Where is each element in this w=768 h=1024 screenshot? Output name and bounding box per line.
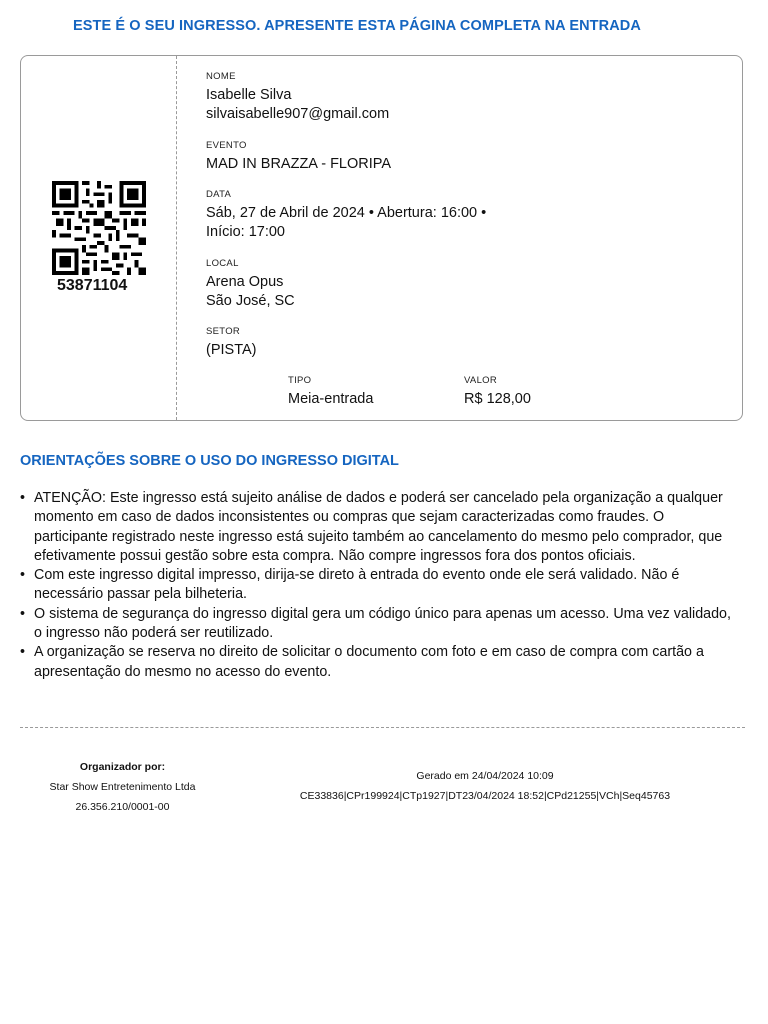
ticket-card bbox=[20, 55, 743, 421]
venue-label: LOCAL bbox=[206, 258, 239, 269]
ticket-type: Meia-entrada bbox=[288, 391, 374, 407]
organizer-name: Star Show Entretenimento Ltda bbox=[49, 781, 196, 793]
price-label: VALOR bbox=[464, 375, 498, 386]
event-name: MAD IN BRAZZA - FLORIPA bbox=[206, 156, 392, 172]
name-label: NOME bbox=[206, 71, 236, 82]
sector-value: (PISTA) bbox=[206, 342, 257, 358]
attendee-name: Isabelle Silva bbox=[206, 87, 292, 103]
sector-label: SETOR bbox=[206, 326, 241, 337]
list-item bbox=[20, 489, 735, 566]
attendee-email: silvaisabelle907@gmail.com bbox=[206, 106, 390, 122]
qr-code-icon bbox=[49, 181, 149, 275]
guideline-text: Com este ingresso digital impresso, dirija-se direto à entrada do evento onde ele será validado. Não é necessário passar pela bilheteria. bbox=[34, 567, 680, 603]
ticket-price: R$ 128,00 bbox=[464, 391, 531, 407]
guideline-text: O sistema de segurança do ingresso digital gera um código único para apenas um acesso. Uma vez validado, o ingresso não poderá ser reutilizado. bbox=[34, 605, 731, 642]
event-date: Sáb, 27 de Abril de 2024 • Abertura: 16:00 • bbox=[206, 205, 487, 221]
ticket-divider bbox=[176, 56, 177, 420]
guideline-text: A organização se reserva no direito de solicitar o documento com foto e em caso de compra com cartão a apresentação do mesmo no acesso do evento. bbox=[34, 644, 704, 680]
venue-name: Arena Opus bbox=[206, 274, 284, 290]
bullet-icon: • bbox=[20, 644, 26, 661]
generation-info bbox=[280, 766, 690, 806]
page-title: ESTE É O SEU INGRESSO. APRESENTE ESTA PÁGINA COMPLETA NA ENTRADA bbox=[73, 18, 641, 34]
venue-city: São José, SC bbox=[206, 293, 295, 309]
bullet-icon: • bbox=[20, 490, 26, 506]
date-label: DATA bbox=[206, 189, 232, 200]
generated-timestamp: Gerado em 24/04/2024 10:09 bbox=[416, 770, 554, 782]
guidelines-title: ORIENTAÇÕES SOBRE O USO DO INGRESSO DIGITAL bbox=[20, 453, 399, 469]
list-item bbox=[20, 566, 735, 605]
bullet-icon: • bbox=[20, 605, 26, 622]
guidelines-list bbox=[20, 489, 735, 682]
list-item bbox=[20, 605, 735, 644]
type-label: TIPO bbox=[288, 375, 312, 386]
list-item bbox=[20, 643, 735, 682]
organizer-info bbox=[30, 757, 215, 817]
organizer-label: Organizador por: bbox=[79, 761, 166, 773]
event-label: EVENTO bbox=[206, 140, 247, 151]
bullet-icon: • bbox=[20, 567, 26, 584]
ticket-code: 53871104 bbox=[57, 277, 128, 294]
event-start-time: Início: 17:00 bbox=[206, 224, 285, 240]
footer-divider bbox=[20, 727, 745, 728]
guideline-text: ATENÇÃO: Este ingresso está sujeito análise de dados e poderá ser cancelado pela organização a qualquer momento em caso de dados inconsistentes ou compras que sejam caracterizadas como fraudes. O participante registrado neste ingresso está sujeito também ao cancelamento do mesmo pelo comprador, que efetivamente possui gestão sobre esta compra. Não compre ingressos fora dos pontos oficiais. bbox=[34, 490, 723, 564]
control-code: CE33836|CPr199924|CTp1927|DT23/04/2024 18:52|CPd21255|VCh|Seq45763 bbox=[299, 790, 671, 802]
organizer-cnpj: 26.356.210/0001-00 bbox=[75, 801, 170, 813]
